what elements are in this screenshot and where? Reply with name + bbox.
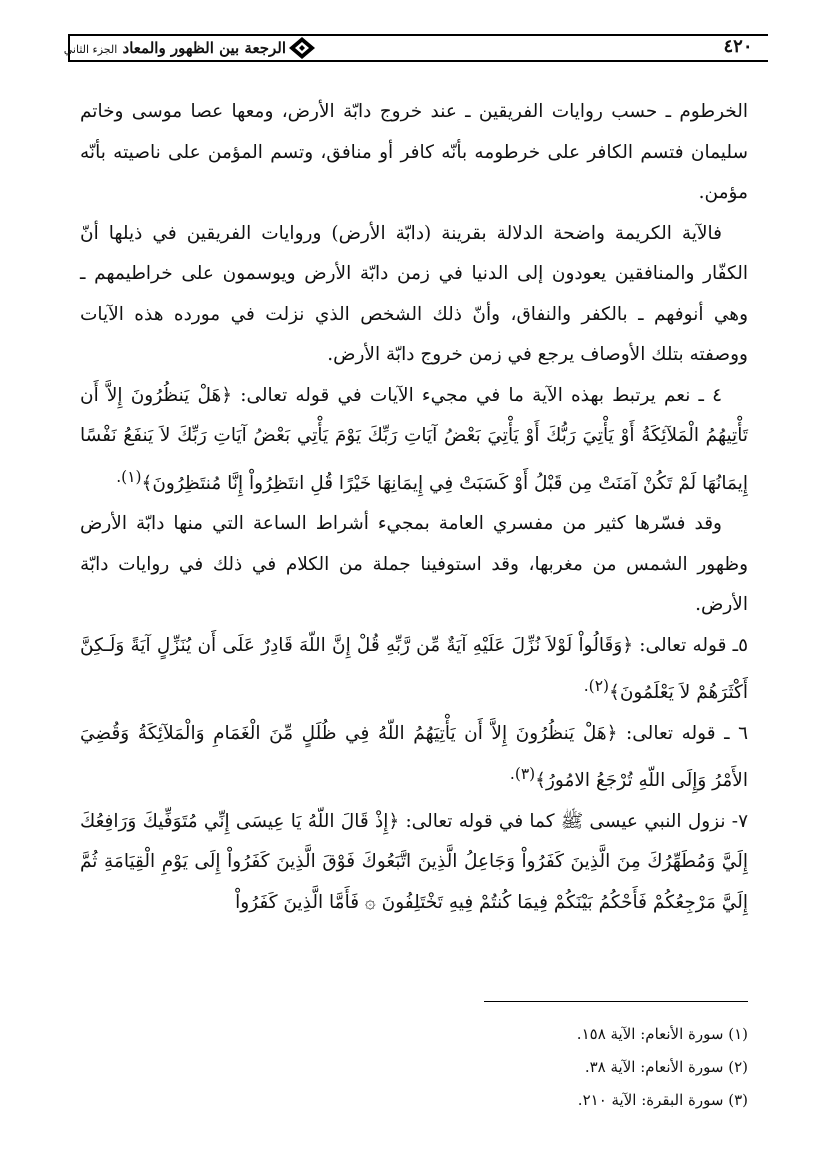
header-top-rule — [68, 34, 768, 36]
footnote-1: (١) سورة الأنعام: الآية ١٥٨. — [576, 1025, 748, 1043]
diamond-ornament-icon — [288, 36, 316, 60]
paragraph-3 — [80, 376, 748, 505]
footnote-ref-2: (٢). — [583, 677, 609, 696]
footnote-ref-3: (٣). — [509, 765, 536, 784]
paragraph-6 — [80, 714, 748, 802]
book-title — [63, 39, 286, 59]
main-text — [80, 92, 748, 923]
page-header — [63, 30, 768, 64]
paragraph-1: الخرطوم ـ حسب روايات الفريقين ـ عند خروج دابّة الأرض، ومعها عصا موسى وخاتم سليمان فتسم الكافر على خرطومه بأنّه كافر أو منافق، وتسم المؤمن على ناصيته بأنّه مؤمن. — [80, 101, 748, 203]
quran-verse-3: ﴿هَلْ يَنظُرُونَ إِلاَّ أَن يَأْتِيَهُمُ اللّهُ فِي ظُلَلٍ مِّنَ الْغَمَامِ وَالْمَلآئِكَةُ وَقُضِيَ الأَمْرُ وَإِلَى اللّهِ تُرْجَعُ الامُورُ﴾ — [80, 722, 748, 792]
quran-verse-1: ﴿هَلْ يَنظُرُونَ إِلاَّ أَن تَأْتِيهُمُ الْمَلآئِكَةُ أَوْ يَأْتِيَ رَبُّكَ أَوْ يَأْتِيَ بَعْضُ آيَاتِ رَبِّكَ يَوْمَ يَأْتِي بَعْضُ آيَاتِ رَبِّكَ لاَ يَنفَعُ نَفْسًا إِيمَانُهَا لَمْ تَكُنْ آمَنَتْ مِن قَبْلُ أَوْ كَسَبَتْ فِي إِيمَانِهَا خَيْرًا قُلِ انتَظِرُواْ إِنَّا مُنتَظِرُونَ﴾ — [80, 384, 748, 494]
paragraph-6-intro: ٦ ـ قوله تعالى: — [626, 722, 748, 744]
paragraph-4: وقد فسّرها كثير من مفسري العامة بمجيء أشراط الساعة التي منها دابّة الأرض وظهور الشمس من مغربها، وقد استوفينا جملة من الكلام في ذلك في روايات دابّة الأرض. — [80, 513, 748, 616]
paragraph-7 — [80, 802, 748, 924]
footnote-3: (٣) سورة البقرة: الآية ٢١٠. — [577, 1091, 748, 1109]
paragraph-2: فالآية الكريمة واضحة الدلالة بقرينة (دابّة الأرض) وروايات الفريقين في ذيلها أنّ الكفّار والمنافقين يعودون إلى الدنيا في زمن دابّة الأرض ويوسمون على خراطيمهم ـ وهي أنوفهم ـ بالكفر والنفاق، وأنّ ذلك الشخص الذي نزلت في مورده هذه الآيات ووصفته بتلك الأوصاف يرجع في زمن خروج دابّة الأرض. — [80, 222, 748, 365]
volume-label: الجزء الثاني — [63, 43, 118, 56]
quran-verse-4: ﴿إِذْ قَالَ اللّهُ يَا عِيسَى إِنِّي مُتَوَفِّيكَ وَرَافِعُكَ إِلَيَّ وَمُطَهِّرُكَ مِنَ الَّذِينَ كَفَرُواْ وَجَاعِلُ الَّذِينَ اتَّبَعُوكَ فَوْقَ الَّذِينَ كَفَرُواْ إِلَى يَوْمِ الْقِيَامَةِ ثُمَّ إِلَيَّ مَرْجِعُكُمْ فَأَحْكُمُ بَيْنَكُمْ فِيمَا كُنتُمْ فِيهِ تَخْتَلِفُونَ ۞ فَأَمَّا الَّذِينَ كَفَرُواْ — [80, 810, 748, 913]
footnote-2: (٢) سورة الأنعام: الآية ٣٨. — [584, 1058, 748, 1076]
quran-verse-2: ﴿وَقَالُواْ لَوْلاَ نُزِّلَ عَلَيْهِ آيَةٌ مِّن رَّبِّهِ قُلْ إِنَّ اللّهَ قَادِرٌ عَلَى أَن يُنَزِّلٍ آيَةً وَلَـكِنَّ أَكْثَرَهُمْ لاَ يَعْلَمُونَ﴾ — [80, 634, 748, 704]
header-bottom-rule — [68, 60, 768, 62]
paragraph-7-intro: ٧- نزول النبي عيسى ﷺ كما في قوله تعالى: — [405, 810, 748, 832]
paragraph-3-intro: ٤ ـ نعم يرتبط بهذه الآية ما في مجيء الآيات في قوله تعالى: — [240, 384, 722, 406]
footnotes — [420, 1018, 748, 1117]
paragraph-5 — [80, 626, 748, 714]
footnote-separator — [484, 1001, 748, 1002]
book-title-text: الرجعة بين الظهور والمعاد — [122, 39, 286, 57]
footnote-ref-1: (١). — [116, 467, 142, 486]
paragraph-5-intro: ٥ـ قوله تعالى: — [639, 634, 748, 656]
page-number: ٤٢٠ — [723, 36, 753, 57]
